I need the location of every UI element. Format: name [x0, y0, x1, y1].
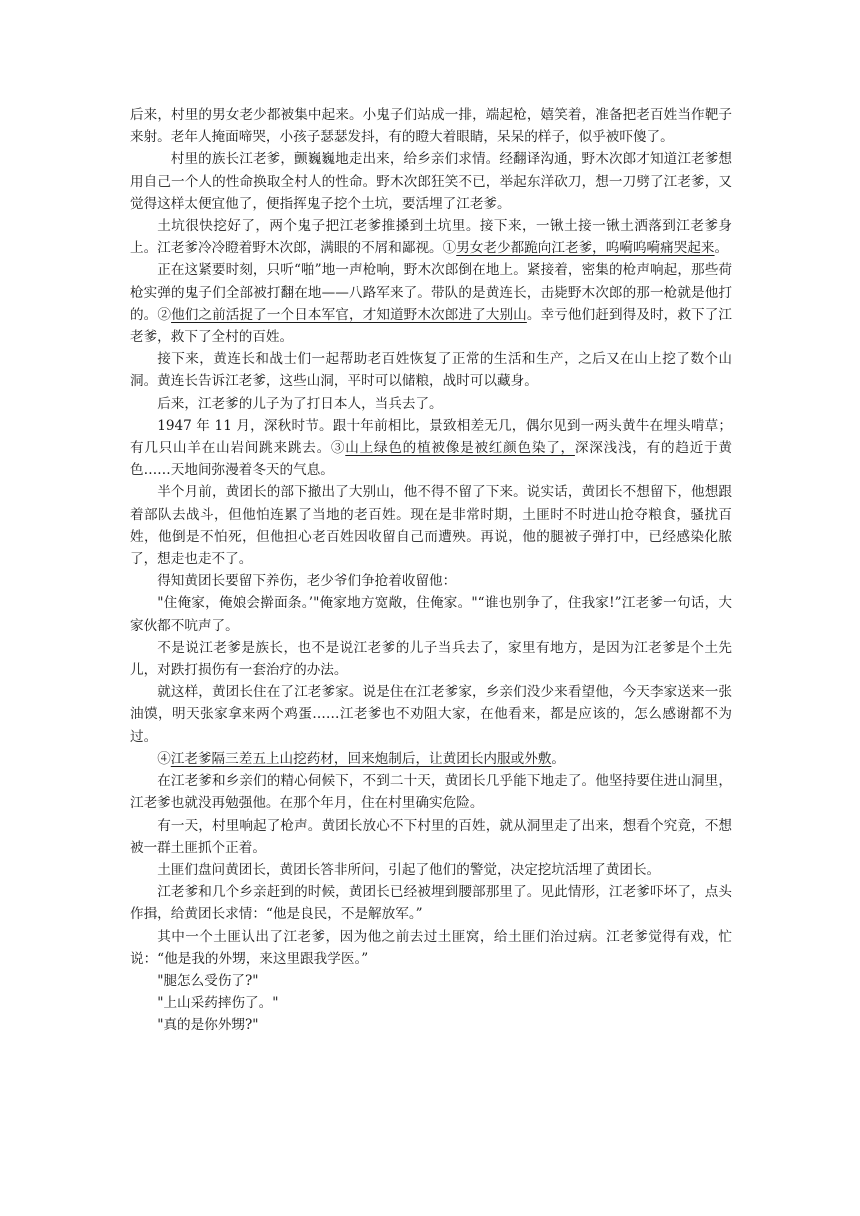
- text-segment: 正在这紧要时刻，只听“啪”地一声枪响，野木次郎倒在地上。紧接着，密集的枪声响起，那些荷枪实弹的鬼子们全部被打翻在地——八路军来了。带队的是黄连长，击毙野木次郎的那一枪就是他打的。②: [130, 262, 732, 323]
- paragraph: [130, 215, 732, 259]
- text-segment: 得知黄团长要留下养伤，老少爷们争抢着收留他：: [157, 573, 457, 590]
- paragraph: [130, 348, 732, 392]
- text-segment: 1947 年 11 月，深秋时节。跟十年前相比，景致相差无几，偶尔见到一两头黄牛在埋头啃草；有几只山羊在山岩间跳来跳去。③: [130, 417, 732, 457]
- text-segment: "上山采药摔伤了。": [157, 995, 279, 1012]
- text-segment: 半个月前，黄团长的部下撤出了大别山，他不得不留了下来。说实话，黄团长不想留下，他想跟着部队去战斗，但他怕连累了当地的老百姓。现在是非常时期，土匪时不时进山抢夺粮食，骚扰百姓，他倒是不怕死，但他担心老百姓因收留自己而遭殃。再说，他的腿被子弹打中，已经感染化脓了，想走也走不了。: [130, 484, 732, 568]
- paragraph: [130, 881, 732, 925]
- paragraph: [130, 681, 732, 748]
- paragraph: [130, 592, 732, 636]
- paragraph: [130, 992, 732, 1014]
- document-page: [130, 104, 732, 1037]
- text-segment: ④: [157, 750, 171, 767]
- text-segment: 在江老爹和乡亲们的精心伺候下，不到二十天，黄团长几乎能下地走了。他坚持要住进山洞里，江老爹也就没再勉强他。在那个年月，住在村里确实危险。: [130, 773, 732, 812]
- underlined-text: 江老爹隔三差五上山挖药材，回来炮制后，让黄团长内服或外敷: [170, 750, 552, 767]
- paragraph: [130, 1014, 732, 1036]
- text-segment: 江老爹和几个乡亲赶到的时候，黄团长已经被埋到腰部那里了。见此情形，江老爹吓坏了，点头作揖，给黄团长求情：“他是良民，不是解放军。”: [130, 884, 732, 923]
- paragraph: [130, 815, 732, 859]
- text-segment: 村里的族长江老爹，颤巍巍地走出来，给乡亲们求情。经翻译沟通，野木次郎才知道江老爹想用自己一个人的性命换取全村人的性命。野木次郎狂笑不已，举起东洋砍刀，想一刀劈了江老爹，又觉得这样太便宜他了，便指挥鬼子挖个土坑，要活埋了江老爹。: [130, 151, 732, 212]
- underlined-text: 他们之前活捉了一个日本军官，才知道野木次郎进了大别山: [171, 306, 527, 323]
- text-segment: 其中一个土匪认出了江老爹，因为他之前去过土匪窝，给土匪们治过病。江老爹觉得有戏，忙说：“他是我的外甥，来这里跟我学医。”: [130, 928, 732, 967]
- paragraph: [130, 770, 732, 814]
- paragraph: [130, 637, 732, 681]
- text-segment: 就这样，黄团长住在了江老爹家。说是住在江老爹家，乡亲们没少来看望他，今天李家送来一张油馍，明天张家拿来两个鸡蛋……江老爹也不劝阻大家，在他看来，都是应该的，怎么感谢都不为过。: [130, 684, 732, 745]
- underlined-text: 男女老少都跪向江老爹，呜嗬呜嗬痛哭起来: [456, 240, 715, 257]
- text-segment: 深深浅浅，有的趋近于黄色……天地间弥漫着冬天的气息。: [130, 440, 733, 479]
- text-segment: 接下来，黄连长和战士们一起帮助老百姓恢复了正常的生活和生产，之后又在山上挖了数个山洞。黄连长告诉江老爹，这些山洞，平时可以储粮，战时可以藏身。: [130, 351, 732, 390]
- paragraph: [130, 926, 732, 970]
- text-segment: 后来，村里的男女老少都被集中起来。小鬼子们站成一排，端起枪，嬉笑着，准备把老百姓当作靶子来射。老年人掩面啼哭，小孩子瑟瑟发抖，有的瞪大着眼睛，呆呆的样子，似乎被吓傻了。: [130, 107, 732, 146]
- text-segment: 。: [714, 240, 729, 257]
- text-segment: "住俺家，俺娘会擀面条。’"俺家地方宽敞，住俺家。"“谁也别争了，住我家!”江老爹一句话，大家伙都不吭声了。: [130, 595, 732, 634]
- paragraph: [130, 104, 732, 148]
- text-segment: "腿怎么受伤了?": [157, 972, 259, 989]
- paragraph: [130, 393, 732, 415]
- paragraph: [130, 259, 732, 348]
- text-segment: 土坑很快挖好了，两个鬼子把江老爹推搡到土坑里。接下来，一锹土接一锹土洒落到江老爹身上。江老爹冷冷瞪着野木次郎，满眼的不屑和鄙视。①: [130, 218, 732, 257]
- paragraph: [130, 570, 732, 592]
- text-segment: "真的是你外甥?": [157, 1017, 259, 1034]
- paragraph: [130, 415, 732, 482]
- underlined-text: 山上绿色的植被像是被红颜色染了，: [345, 440, 575, 457]
- text-segment: 有一天，村里响起了枪声。黄团长放心不下村里的百姓，就从洞里走了出来，想看个究竟，不想被一群土匪抓个正着。: [130, 817, 732, 856]
- paragraph: [130, 859, 732, 881]
- paragraph: [130, 481, 732, 570]
- paragraph: [130, 148, 732, 215]
- paragraph: [130, 748, 732, 770]
- text-segment: 后来，江老爹的儿子为了打日本人，当兵去了。: [157, 395, 443, 412]
- paragraph: [130, 970, 732, 992]
- text-segment: 。: [551, 750, 565, 767]
- text-segment: 。幸亏他们赶到得及时，救下了江老爹，救下了全村的百姓。: [130, 306, 733, 346]
- text-segment: 土匪们盘问黄团长，黄团长答非所问，引起了他们的警觉，决定挖坑活埋了黄团长。: [157, 861, 661, 878]
- text-segment: 不是说江老爹是族长，也不是说江老爹的儿子当兵去了，家里有地方，是因为江老爹是个土先儿，对跌打损伤有一套治疗的办法。: [130, 639, 732, 679]
